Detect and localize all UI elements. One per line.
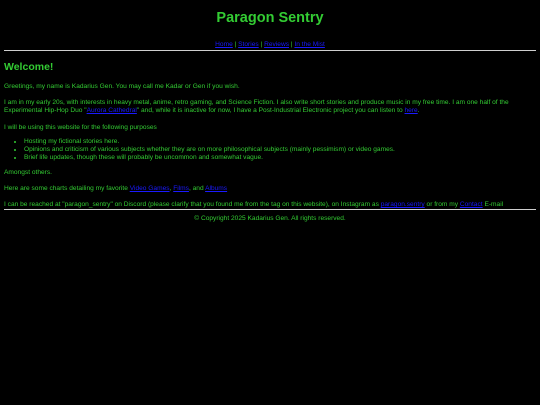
charts-paragraph (4, 185, 536, 193)
video-games-chart-link[interactable]: Video Games (129, 184, 170, 192)
footer-copyright: © Copyright 2025 Kadarius Gen. All rights reserved. (194, 215, 346, 223)
nav-separator: | (234, 41, 237, 48)
albums-chart-link[interactable]: Albums (205, 184, 228, 192)
contact-text: E-mail (482, 201, 504, 209)
contact-paragraph (4, 201, 536, 209)
nav-link-stories[interactable]: Stories (238, 41, 259, 48)
bio-text: I am in my early 20s, with interests in heavy metal, anime, retro gaming, and Science Fiction. I also write short stories and produce music in my free time. I am one half of the Experimental Hip-Hop Duo " (4, 99, 509, 115)
welcome-heading: Welcome! (4, 61, 54, 73)
purposes-intro: I will be using this website for the following purposes (4, 123, 157, 131)
charts-text: , (169, 184, 174, 192)
contact-link[interactable]: Contact (459, 201, 483, 209)
electronic-project-link[interactable]: here (404, 107, 418, 115)
nav-link-reviews[interactable]: Reviews (264, 41, 290, 48)
bio-text: " and, while it is inactive for now, I have a Post-Industrial Electronic project you can listen to (136, 107, 405, 115)
nav-separator: | (290, 41, 293, 48)
nav-link-home[interactable]: Home (215, 41, 233, 48)
charts-text: , and (188, 184, 206, 192)
nav-bar (4, 41, 536, 50)
nav-separator: | (260, 41, 263, 48)
purposes-list (4, 138, 536, 163)
purpose-item: • Opinions and criticism of various subjects whether they are on more philosophical subjects (mainly pessimism) or video games. (24, 146, 536, 154)
amongst-others-text: Amongst others. (4, 168, 53, 176)
purpose-item: • Hosting my fictional stories here. (24, 138, 536, 146)
contact-text: I can be reached at "paragon_sentry" on Discord (please clarify that you found me from the tag on this website), on Instagram as (4, 201, 381, 209)
instagram-link[interactable]: paragon.sentry (380, 201, 425, 209)
bio-paragraph (4, 99, 536, 115)
aurora-cathedral-link[interactable]: Aurora Cathedral (86, 107, 137, 115)
site-title: Paragon Sentry (216, 10, 324, 26)
nav-link-in-the-mist[interactable]: In the Mist (294, 41, 325, 48)
divider-top (4, 50, 536, 51)
divider-bottom (4, 209, 536, 210)
bio-text: . (417, 107, 420, 115)
purpose-item: • Brief life updates, though these will probably be uncommon and somewhat vague. (24, 154, 536, 162)
contact-text: or from my (424, 201, 460, 209)
charts-text: Here are some charts detailing my favorite (4, 184, 130, 192)
greeting-text: Greetings, my name is Kadarius Gen. You may call me Kadar or Gen if you wish. (4, 83, 240, 90)
films-chart-link[interactable]: Films (173, 184, 189, 192)
